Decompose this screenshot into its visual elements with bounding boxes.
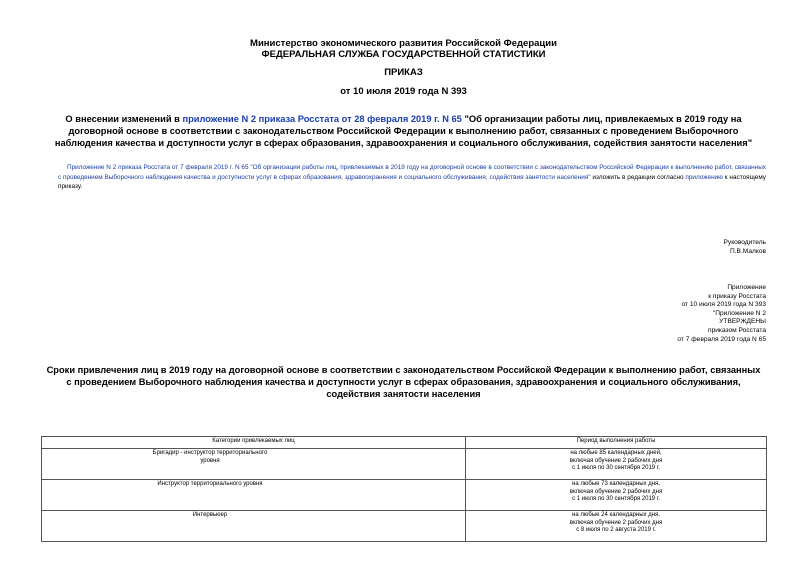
table-heading: Сроки привлечения лиц в 2019 году на договорной основе в соответствии с законодательством Российской Федерации к выполнению работ, связанных с проведением Выборочного наблюдения качества и доступности услуг в сферах образования, здравоохранения и социального обслуживания, содействия занятости населения [46,365,761,399]
ministry-name: Министерство экономического развития Российской Федерации [250,38,557,49]
appendix-line: к приказу Росстата [708,292,766,300]
table-row [42,511,767,542]
signature-block [724,239,766,256]
cell-category: Бригадир - инструктор территориального уровня [42,449,466,480]
appendix-line: от 7 февраля 2019 года N 65 [677,335,766,343]
cell-period: на любые 73 календарных дня, включая обучение 2 рабочих дня с 1 июля по 30 сентября 2019 г. [466,480,767,511]
subject-link[interactable]: приложение N 2 приказа Росстата от 28 февраля 2019 г. N 65 [182,114,462,124]
appendix-line: Приложение [727,284,766,291]
document-subject [40,113,767,149]
table-row [42,449,767,480]
subject-prefix: О внесении изменений в [65,114,183,124]
appendix-line: "Приложение N 2 [712,309,766,317]
cell-category: Инструктор территориального уровня [42,480,466,511]
appendix-line: от 10 июля 2019 года N 393 [681,301,766,309]
cell-period: на любые 85 календарных дней, включая обучение 2 рабочих дня с 1 июля по 30 сентября 2019 г. [466,449,767,480]
table-header-row [42,437,767,449]
cell-period: на любые 24 календарных дня, включая обучение 2 рабочих дня с 8 июля по 2 августа 2019 г. [466,511,767,542]
header-period: Период выполнения работы [466,437,767,449]
paragraph-link-order[interactable]: Приложение N 2 приказа Росстата от 7 февраля 2019 г. N 65 "Об организации работы лиц, привлекаемых в 2019 году на договорной основе в соответствии с законодательством Российской Федерации к выполнению работ, связанных с проведением Выборочного наблюдения качества и доступности услуг в сферах образования, здравоохранения и социального обслуживания, содействия занятости населения" [58,164,766,181]
document-type: ПРИКАЗ [384,67,423,78]
cell-category: Интервьюер [42,511,466,542]
paragraph-end: к настоящему приказу. [58,173,766,190]
signature-name: П.В.Малков [729,247,766,255]
appendix-line: УТВЕРЖДЕНЫ [719,318,766,326]
header-category: Категории привлекаемых лиц [42,437,466,449]
document-date: от 10 июля 2019 года N 393 [340,86,467,97]
table-row [42,480,767,511]
body-paragraph [58,163,766,192]
paragraph-middle: изложить в редакции согласно [590,173,686,181]
header-block [0,38,807,60]
periods-table [41,436,767,542]
service-name: ФЕДЕРАЛЬНАЯ СЛУЖБА ГОСУДАРСТВЕННОЙ СТАТИСТИКИ [261,49,546,60]
signature-position: Руководитель [723,239,766,246]
paragraph-link-appendix[interactable]: приложению [685,173,723,181]
subject-suffix: "Об организации работы лиц, привлекаемых в 2019 году на договорной основе в соответствии с законодательством Российской Федерации к выполнению работ, связанных с проведением Выборочного наблюдения качества и доступности услуг в сферах образования, здравоохранения и социального обслуживания, содействия занятости населения" [54,114,753,148]
appendix-block [677,284,766,344]
appendix-line: приказом Росстата [708,326,766,334]
